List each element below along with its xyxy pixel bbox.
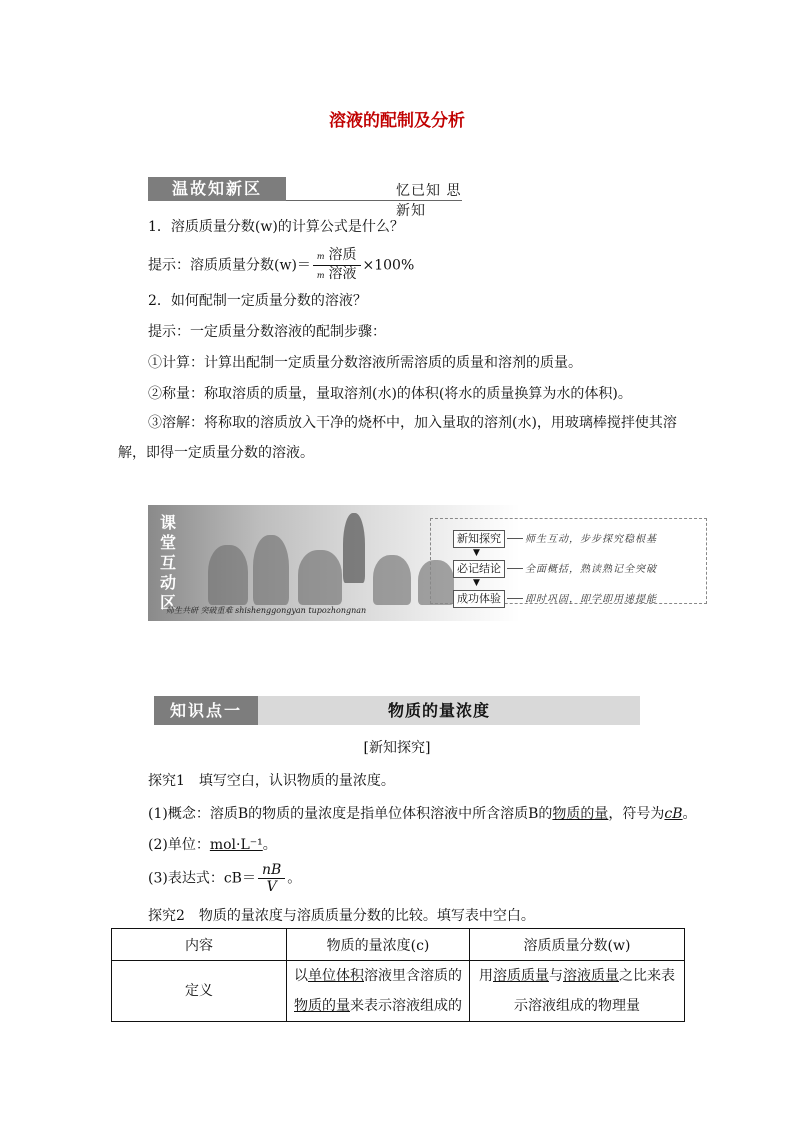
concept-symbol: cB	[664, 806, 683, 822]
classroom-steps	[430, 518, 707, 604]
explore-1: 探究1 填写空白，认识物质的量浓度。	[148, 773, 395, 789]
unit-answer: mol·L⁻¹	[209, 837, 263, 853]
review-banner-slogan: 忆已知 思新知	[396, 183, 462, 219]
down-arrow-icon: ▼	[473, 578, 480, 588]
step-row-explore: 新知探究 师生互动，步步探究稳根基	[453, 530, 657, 548]
review-banner	[148, 177, 462, 219]
mass-fraction-formula: $\frac{\text{m 溶质}}{\text{m 溶液}}$	[313, 247, 361, 284]
table-header-row	[112, 929, 685, 961]
step-dissolve: ③溶解：将称取的溶质放入干净的烧杯中，加入量取的溶剂(水)，用玻璃棒搅拌使其溶解，即得一定质量分数的溶液。	[118, 415, 677, 461]
step-weigh: ②称量：称取溶质的质量，量取溶剂(水)的体积(将水的质量换算为水的体积)。	[148, 386, 632, 402]
step-calculate: ①计算：计算出配制一定质量分数溶液所需溶质的质量和溶剂的质量。	[148, 355, 582, 371]
step-row-conclusion: 必记结论 全面概括，熟读熟记全突破	[453, 560, 657, 578]
hint-1	[148, 247, 414, 284]
new-knowledge-heading: [新知探究]	[363, 740, 431, 756]
review-banner-label: 温故知新区	[148, 177, 286, 201]
table-row	[112, 961, 685, 1022]
w-definition-cell: 用溶质质量与溶液质量之比来表示溶液组成的物理量	[470, 961, 685, 1022]
question-2: 2．如何配制一定质量分数的溶液？	[148, 293, 367, 309]
step-row-practice: 成功体验 即时巩固，即学即用速提能	[453, 590, 657, 608]
hint-1-suffix: ×100%	[362, 257, 415, 274]
c-definition-cell: 以单位体积溶液里含溶质的物质的量来表示溶液组成的	[287, 961, 470, 1022]
knowledge-point-topic: 物质的量浓度	[388, 701, 491, 720]
classroom-banner	[148, 505, 706, 621]
knowledge-point-label: 知识点一	[154, 696, 258, 725]
explore-2: 探究2 物质的量浓度与溶质质量分数的比较。填写表中空白。	[148, 908, 535, 924]
hint-2: 提示：一定质量分数溶液的配制步骤：	[148, 324, 386, 340]
classroom-caption: 师生共研 突破重难 shishenggongyan tupozhongnan	[166, 606, 367, 615]
down-arrow-icon: ▼	[473, 548, 480, 558]
unit-line: (2)单位：mol·L⁻¹。	[148, 837, 277, 853]
table-header-cell: 内容	[112, 929, 287, 961]
comparison-table	[111, 928, 685, 1022]
knowledge-point-banner	[154, 696, 640, 725]
table-header-cell: 物质的量浓度(c)	[287, 929, 470, 961]
row-label: 定义	[112, 961, 287, 1022]
concept-line: (1)概念：溶质B的物质的量浓度是指单位体积溶液中所含溶质B的物质的量，符号为cB。	[148, 806, 697, 822]
concentration-formula: $\frac{nB}{V}$	[258, 862, 285, 895]
expression-line: (3)表达式：cB＝ $\frac{nB}{V}$ 。	[148, 862, 302, 895]
page-title: 溶液的配制及分析	[329, 111, 465, 131]
classroom-title: 课堂互动区	[160, 513, 177, 612]
hint-1-prefix: 提示：溶质质量分数(w)＝	[148, 257, 311, 274]
table-header-cell: 溶质质量分数(w)	[470, 929, 685, 961]
question-1: 1．溶质质量分数(w)的计算公式是什么？	[148, 219, 404, 235]
concept-answer: 物质的量	[552, 806, 609, 822]
